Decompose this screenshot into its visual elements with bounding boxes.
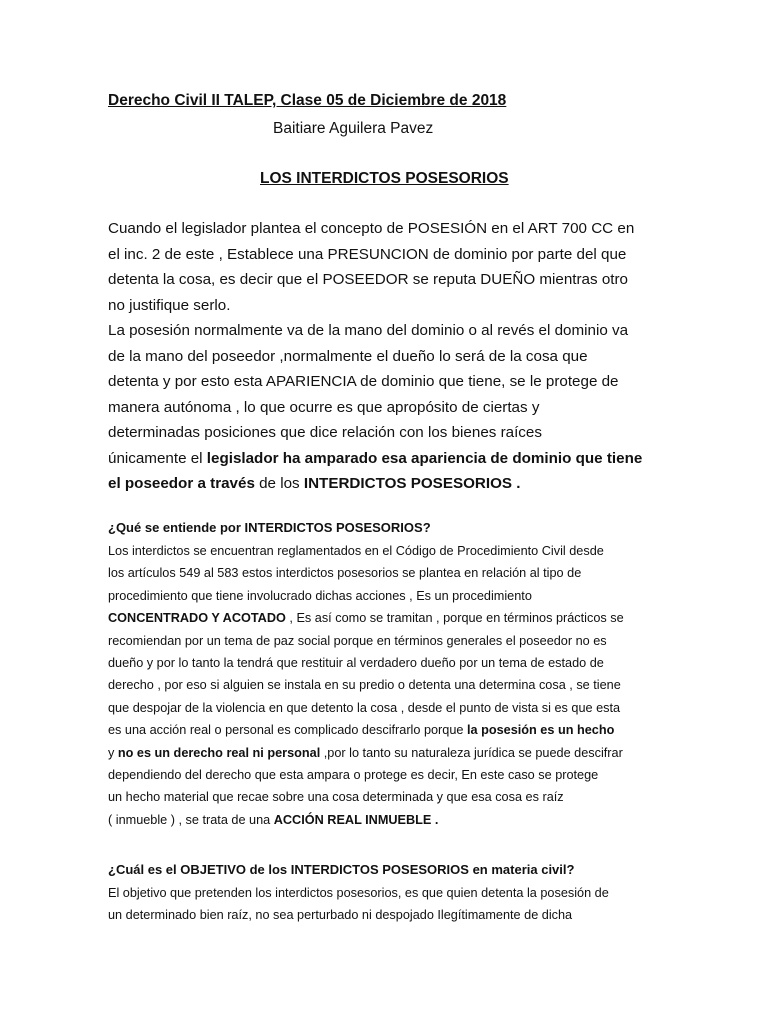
answer-emphasis: ACCIÓN REAL INMUEBLE . bbox=[273, 812, 439, 827]
intro-line: manera autónoma , lo que ocurre es que apropósito de ciertas y bbox=[108, 398, 540, 416]
document-title: Derecho Civil II TALEP, Clase 05 de Diciembre de 2018 bbox=[108, 92, 507, 109]
intro-emphasis: el poseedor a través bbox=[108, 475, 255, 492]
intro-emphasis: legislador ha amparado esa apariencia de dominio que tiene bbox=[206, 449, 643, 467]
intro-line: Cuando el legislador plantea el concepto de POSESIÓN en el ART 700 CC en bbox=[108, 220, 635, 237]
intro-emphasis: INTERDICTOS POSESORIOS . bbox=[303, 475, 521, 492]
answer-text-run: ,por lo tanto su naturaleza jurídica se puede descifrar bbox=[320, 745, 623, 760]
document-author: Baitiare Aguilera Pavez bbox=[273, 120, 434, 137]
answer-line: un determinado bien raíz, no sea perturbado ni despojado Ilegítimamente de dicha bbox=[108, 908, 573, 923]
question-heading-1: ¿Qué se entiende por INTERDICTOS POSESORIOS? bbox=[108, 520, 431, 535]
intro-text-run: de los bbox=[254, 475, 304, 492]
answer-line bbox=[108, 809, 668, 831]
answer-text-run: es una acción real o personal es complicado descifrarlo porque bbox=[108, 723, 467, 738]
answer-text-run: ( inmueble ) , se trata de una bbox=[108, 812, 274, 827]
intro-line: detenta y por esto esta APARIENCIA de dominio que tiene, se le protege de bbox=[108, 373, 619, 390]
intro-line: de la mano del poseedor ,normalmente el dueño lo será de la cosa que bbox=[108, 347, 588, 365]
intro-line bbox=[108, 446, 668, 472]
answer-text-run: y bbox=[108, 745, 118, 760]
answer-line: que despojar de la violencia en que detento la cosa , desde el punto de vista si es que esta bbox=[108, 700, 621, 715]
intro-line: el inc. 2 de este , Establece una PRESUNCION de dominio por parte del que bbox=[108, 245, 627, 263]
section-title: LOS INTERDICTOS POSESORIOS bbox=[260, 170, 509, 187]
answer-emphasis: no es un derecho real ni personal bbox=[117, 745, 321, 760]
answer-line: un hecho material que recae sobre una cosa determinada y que esa cosa es raíz bbox=[108, 790, 564, 805]
answer-text-run: , Es así como se tramitan , porque en términos prácticos se bbox=[285, 611, 624, 626]
answer-line: dependiendo del derecho que esta ampara o protege es decir, En este caso se protege bbox=[108, 768, 599, 783]
answer-2-text bbox=[108, 882, 668, 927]
answer-line: procedimiento que tiene involucrado dichas acciones , Es un procedimiento bbox=[108, 588, 532, 603]
answer-line: El objetivo que pretenden los interdictos posesorios, es que quien detenta la posesión de bbox=[108, 886, 609, 900]
answer-line: derecho , por eso si alguien se instala en su predio o detenta una determina cosa , se tiene bbox=[108, 678, 621, 693]
intro-line: La posesión normalmente va de la mano del dominio o al revés el dominio va bbox=[108, 322, 629, 339]
answer-line: recomiendan por un tema de paz social porque en términos generales el poseedor no es bbox=[108, 633, 607, 648]
answer-line: Los interdictos se encuentran reglamentados en el Código de Procedimiento Civil desde bbox=[108, 544, 604, 558]
answer-line bbox=[108, 742, 668, 764]
answer-line: los artículos 549 al 583 estos interdictos posesorios se plantea en relación al tipo de bbox=[108, 566, 582, 581]
answer-line: dueño y por lo tanto la tendrá que restituir al verdadero dueño por un tema de estado de bbox=[108, 656, 604, 671]
question-heading-2: ¿Cuál es el OBJETIVO de los INTERDICTOS POSESORIOS en materia civil? bbox=[108, 862, 575, 877]
answer-1-text bbox=[108, 540, 668, 831]
intro-line: determinadas posiciones que dice relación con los bienes raíces bbox=[108, 424, 542, 441]
intro-line: detenta la cosa, es decir que el POSEEDOR se reputa DUEÑO mientras otro bbox=[108, 271, 628, 288]
intro-line bbox=[108, 471, 668, 497]
answer-line bbox=[108, 607, 668, 629]
answer-emphasis: CONCENTRADO Y ACOTADO bbox=[108, 611, 286, 626]
intro-text-run: únicamente el bbox=[108, 449, 207, 467]
intro-text bbox=[108, 216, 668, 497]
answer-emphasis: la posesión es un hecho bbox=[466, 723, 615, 738]
intro-line: no justifique serlo. bbox=[108, 296, 231, 314]
answer-line bbox=[108, 719, 668, 741]
